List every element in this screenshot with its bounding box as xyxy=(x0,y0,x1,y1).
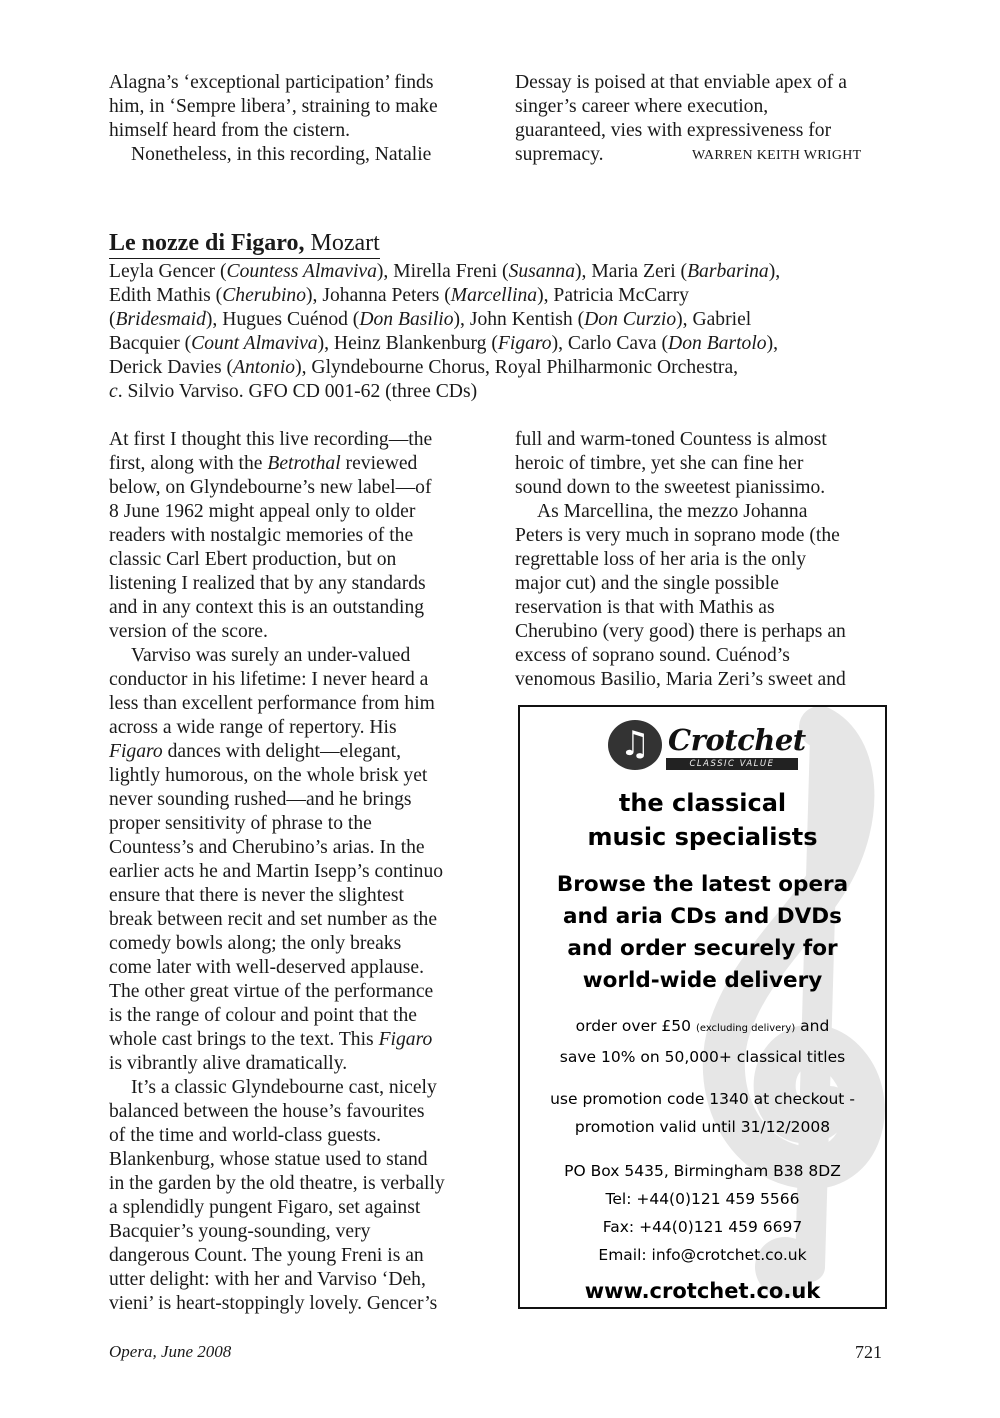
right-column xyxy=(515,428,900,692)
credits-text: Derick Davies ( xyxy=(109,357,234,378)
role-name: c xyxy=(109,381,118,402)
body-line: and order securely for xyxy=(567,936,838,961)
text-line: venomous Basilio, Maria Zeri’s sweet and xyxy=(515,669,846,690)
credits-text: ), Carlo Cava ( xyxy=(551,333,669,354)
text-line xyxy=(109,1172,494,1196)
text-line xyxy=(109,476,494,500)
credits-text: . Silvio Varviso. GFO CD 001-62 (three CDs) xyxy=(117,381,478,402)
text-fragment: The other great virtue of the performance xyxy=(109,981,434,1002)
credits-line xyxy=(109,332,909,356)
crotchet-advertisement xyxy=(518,705,887,1309)
offer-line: save 10% on 50,000+ classical titles xyxy=(559,1048,846,1066)
byline: WARREN KEITH WRIGHT xyxy=(692,148,862,163)
text-line xyxy=(109,716,494,740)
credits-text: Edith Mathis ( xyxy=(109,285,223,306)
text-line: guaranteed, vies with expressiveness for xyxy=(515,120,832,141)
credits-text: ), Heinz Blankenburg ( xyxy=(317,333,498,354)
contact-email: Email: info@crotchet.co.uk xyxy=(598,1246,807,1264)
text-fragment: At first I thought this live recording—the xyxy=(109,429,433,450)
role-name: Don Basilio xyxy=(359,309,454,330)
text-line xyxy=(109,596,494,620)
credits-text: ), Hugues Cuénod ( xyxy=(205,309,360,330)
left-column xyxy=(109,428,494,1316)
text-line-with-byline xyxy=(515,143,895,167)
text-fragment: whole cast brings to the text. This xyxy=(109,1029,379,1050)
treble-clef-note-icon: ♫ xyxy=(608,720,662,770)
text-line xyxy=(109,692,494,716)
text-line: Peters is very much in soprano mode (the xyxy=(515,525,840,546)
credits-text: ), Patricia McCarry xyxy=(537,285,689,306)
publication-name: Opera, June 2008 xyxy=(109,1342,232,1361)
text-fragment: is vibrantly alive dramatically. xyxy=(109,1053,348,1074)
text-fragment: dangerous Count. The young Freni is an xyxy=(109,1245,424,1266)
review-credits xyxy=(109,260,909,404)
logo-text: Crotchet xyxy=(668,723,806,757)
text-fragment: readers with nostalgic memories of the xyxy=(109,525,414,546)
text-line xyxy=(109,548,494,572)
credits-text: ), John Kentish ( xyxy=(453,309,585,330)
text-line xyxy=(109,1028,494,1052)
role-name: Susanna xyxy=(508,261,575,282)
text-fragment: lightly humorous, on the whole brisk yet xyxy=(109,765,428,786)
text-fragment: conductor in his lifetime: I never heard a xyxy=(109,669,429,690)
text-line xyxy=(109,980,494,1004)
text-line xyxy=(109,956,494,980)
text-fragment: never sounding rushed—and he brings xyxy=(109,789,412,810)
ad-offer xyxy=(520,1012,885,1071)
promo-line: use promotion code 1340 at checkout - xyxy=(550,1090,855,1108)
text-line: sound down to the sweetest pianissimo. xyxy=(515,477,826,498)
credits-line xyxy=(109,380,909,404)
text-line xyxy=(109,1148,494,1172)
text-fragment: 8 June 1962 might appeal only to older xyxy=(109,501,416,522)
text-line xyxy=(109,572,494,596)
text-line: Nonetheless, in this recording, Natalie xyxy=(131,144,432,165)
offer-note: (excluding delivery) xyxy=(695,1023,796,1034)
ad-url: www.crotchet.co.uk xyxy=(584,1279,821,1303)
credits-text: ), Mirella Freni ( xyxy=(376,261,509,282)
top-left-column xyxy=(109,71,489,167)
text-fragment: ensure that there is never the slightest xyxy=(109,885,404,906)
credits-text: ), xyxy=(768,261,781,282)
credits-text: Leyla Gencer ( xyxy=(109,261,227,282)
contact-address: PO Box 5435, Birmingham B38 8DZ xyxy=(564,1162,841,1180)
text-fragment: reviewed xyxy=(340,453,418,474)
text-fragment: balanced between the house’s favourites xyxy=(109,1101,425,1122)
body-line: world-wide delivery xyxy=(582,968,823,993)
text-fragment: Varviso was surely an under-valued xyxy=(131,645,411,666)
credits-line xyxy=(109,308,909,332)
text-fragment: across a wide range of repertory. His xyxy=(109,717,397,738)
text-line xyxy=(109,1052,494,1076)
text-line xyxy=(109,764,494,788)
text-line xyxy=(109,1004,494,1028)
text-line xyxy=(109,1292,494,1316)
crotchet-logo xyxy=(606,720,806,770)
opera-title: Le nozze di Figaro, xyxy=(109,230,305,256)
composer-name: Mozart xyxy=(304,230,380,256)
text-line xyxy=(109,668,494,692)
text-line: himself heard from the cistern. xyxy=(109,120,351,141)
text-line: Alagna’s ‘exceptional participation’ finds xyxy=(109,72,434,93)
credits-text: ), Maria Zeri ( xyxy=(575,261,688,282)
italic-title: Betrothal xyxy=(267,453,341,474)
text-line: major cut) and the single possible xyxy=(515,573,779,594)
text-line: Dessay is poised at that enviable apex of a xyxy=(515,72,847,93)
text-fragment: vieni’ is heart-stoppingly lovely. Gencer’s xyxy=(109,1293,438,1314)
ad-body xyxy=(520,869,885,997)
text-fragment: a splendidly pungent Figaro, set against xyxy=(109,1197,421,1218)
headline-line: the classical xyxy=(618,789,787,817)
text-line xyxy=(109,884,494,908)
ad-promo xyxy=(520,1085,885,1141)
role-name: Cherubino xyxy=(222,285,307,306)
logo-subtitle: CLASSIC VALUE xyxy=(666,758,798,770)
text-line xyxy=(109,620,494,644)
text-line: regrettable loss of her aria is the only xyxy=(515,549,807,570)
text-fragment: is the range of colour and point that the xyxy=(109,1005,417,1026)
text-fragment: version of the score. xyxy=(109,621,268,642)
role-name: Marcellina xyxy=(450,285,538,306)
text-fragment: in the garden by the old theatre, is verbally xyxy=(109,1173,445,1194)
text-fragment: less than excellent performance from him xyxy=(109,693,435,714)
contact-fax: Fax: +44(0)121 459 6697 xyxy=(602,1218,803,1236)
text-line xyxy=(109,1244,494,1268)
credits-line xyxy=(109,356,909,380)
italic-title: Figaro xyxy=(378,1029,433,1050)
text-line xyxy=(109,860,494,884)
role-name: Countess Almaviva xyxy=(226,261,377,282)
text-fragment: supremacy. xyxy=(515,144,604,165)
text-line xyxy=(109,740,494,764)
text-line: excess of soprano sound. Cuénod’s xyxy=(515,645,790,666)
text-line xyxy=(109,452,494,476)
credits-line xyxy=(109,260,909,284)
text-line xyxy=(109,644,494,668)
text-fragment: dances with delight—elegant, xyxy=(162,741,402,762)
page-number: 721 xyxy=(855,1342,882,1362)
text-fragment: comedy bowls along; the only breaks xyxy=(109,933,402,954)
text-fragment: of the time and world-class guests. xyxy=(109,1125,382,1146)
text-fragment: come later with well-deserved applause. xyxy=(109,957,425,978)
text-line xyxy=(109,524,494,548)
ad-headline xyxy=(520,786,885,854)
text-line: Cherubino (very good) there is perhaps an xyxy=(515,621,846,642)
contact-phone: Tel: +44(0)121 459 5566 xyxy=(605,1190,800,1208)
text-line xyxy=(109,908,494,932)
text-line xyxy=(109,1076,494,1100)
credits-text: ), Glyndebourne Chorus, Royal Philharmonic Orchestra, xyxy=(295,357,739,378)
body-line: and aria CDs and DVDs xyxy=(563,904,842,929)
text-line xyxy=(109,1268,494,1292)
text-line xyxy=(109,932,494,956)
text-line: As Marcellina, the mezzo Johanna xyxy=(537,501,808,522)
text-fragment: and in any context this is an outstanding xyxy=(109,597,425,618)
text-line: him, in ‘Sempre libera’, straining to make xyxy=(109,96,438,117)
text-fragment: utter delight: with her and Varviso ‘Deh, xyxy=(109,1269,426,1290)
text-line xyxy=(109,1220,494,1244)
role-name: Don Curzio xyxy=(584,309,677,330)
role-name: Count Almaviva xyxy=(191,333,318,354)
text-line xyxy=(109,428,494,452)
italic-title: Figaro xyxy=(109,741,163,762)
text-fragment: listening I realized that by any standards xyxy=(109,573,426,594)
credits-text: ), Gabriel xyxy=(676,309,752,330)
body-line: Browse the latest opera xyxy=(556,872,849,897)
headline-line: music specialists xyxy=(587,823,818,851)
text-fragment: It’s a classic Glyndebourne cast, nicely xyxy=(131,1077,437,1098)
role-name: Bridesmaid xyxy=(115,309,206,330)
credits-text: ), Johanna Peters ( xyxy=(306,285,451,306)
top-right-column xyxy=(515,71,895,167)
ad-contact xyxy=(520,1157,885,1269)
text-line xyxy=(109,812,494,836)
text-line: singer’s career where execution, xyxy=(515,96,769,117)
text-fragment: below, on Glyndebourne’s new label—of xyxy=(109,477,432,498)
text-fragment: classic Carl Ebert production, but on xyxy=(109,549,397,570)
offer-line xyxy=(520,1012,885,1043)
text-line xyxy=(109,788,494,812)
text-fragment: earlier acts he and Martin Isepp’s continuo xyxy=(109,861,444,882)
text-fragment: Blankenburg, whose statue used to stand xyxy=(109,1149,428,1170)
credits-text: ( xyxy=(109,309,116,330)
text-fragment: Countess’s and Cherubino’s arias. In the xyxy=(109,837,425,858)
role-name: Barbarina xyxy=(687,261,769,282)
text-line: reservation is that with Mathis as xyxy=(515,597,775,618)
credits-line xyxy=(109,284,909,308)
role-name: Don Bartolo xyxy=(668,333,767,354)
text-line xyxy=(109,836,494,860)
text-fragment: Bacquier’s young-sounding, very xyxy=(109,1221,371,1242)
review-title xyxy=(109,228,380,259)
credits-text: ), xyxy=(766,333,778,354)
offer-text: and xyxy=(795,1017,830,1035)
text-line: full and warm-toned Countess is almost xyxy=(515,429,827,450)
role-name: Antonio xyxy=(233,357,296,378)
text-line xyxy=(109,1196,494,1220)
text-fragment: proper sensitivity of phrase to the xyxy=(109,813,372,834)
role-name: Figaro xyxy=(497,333,552,354)
text-line xyxy=(109,1100,494,1124)
credits-text: Bacquier ( xyxy=(109,333,192,354)
text-line xyxy=(109,1124,494,1148)
offer-text: order over £50 xyxy=(575,1017,696,1035)
promo-line: promotion valid until 31/12/2008 xyxy=(574,1118,831,1136)
text-fragment: break between recit and set number as the xyxy=(109,909,438,930)
text-fragment: first, along with the xyxy=(109,453,268,474)
text-line: heroic of timbre, yet she can fine her xyxy=(515,453,804,474)
text-line xyxy=(109,500,494,524)
